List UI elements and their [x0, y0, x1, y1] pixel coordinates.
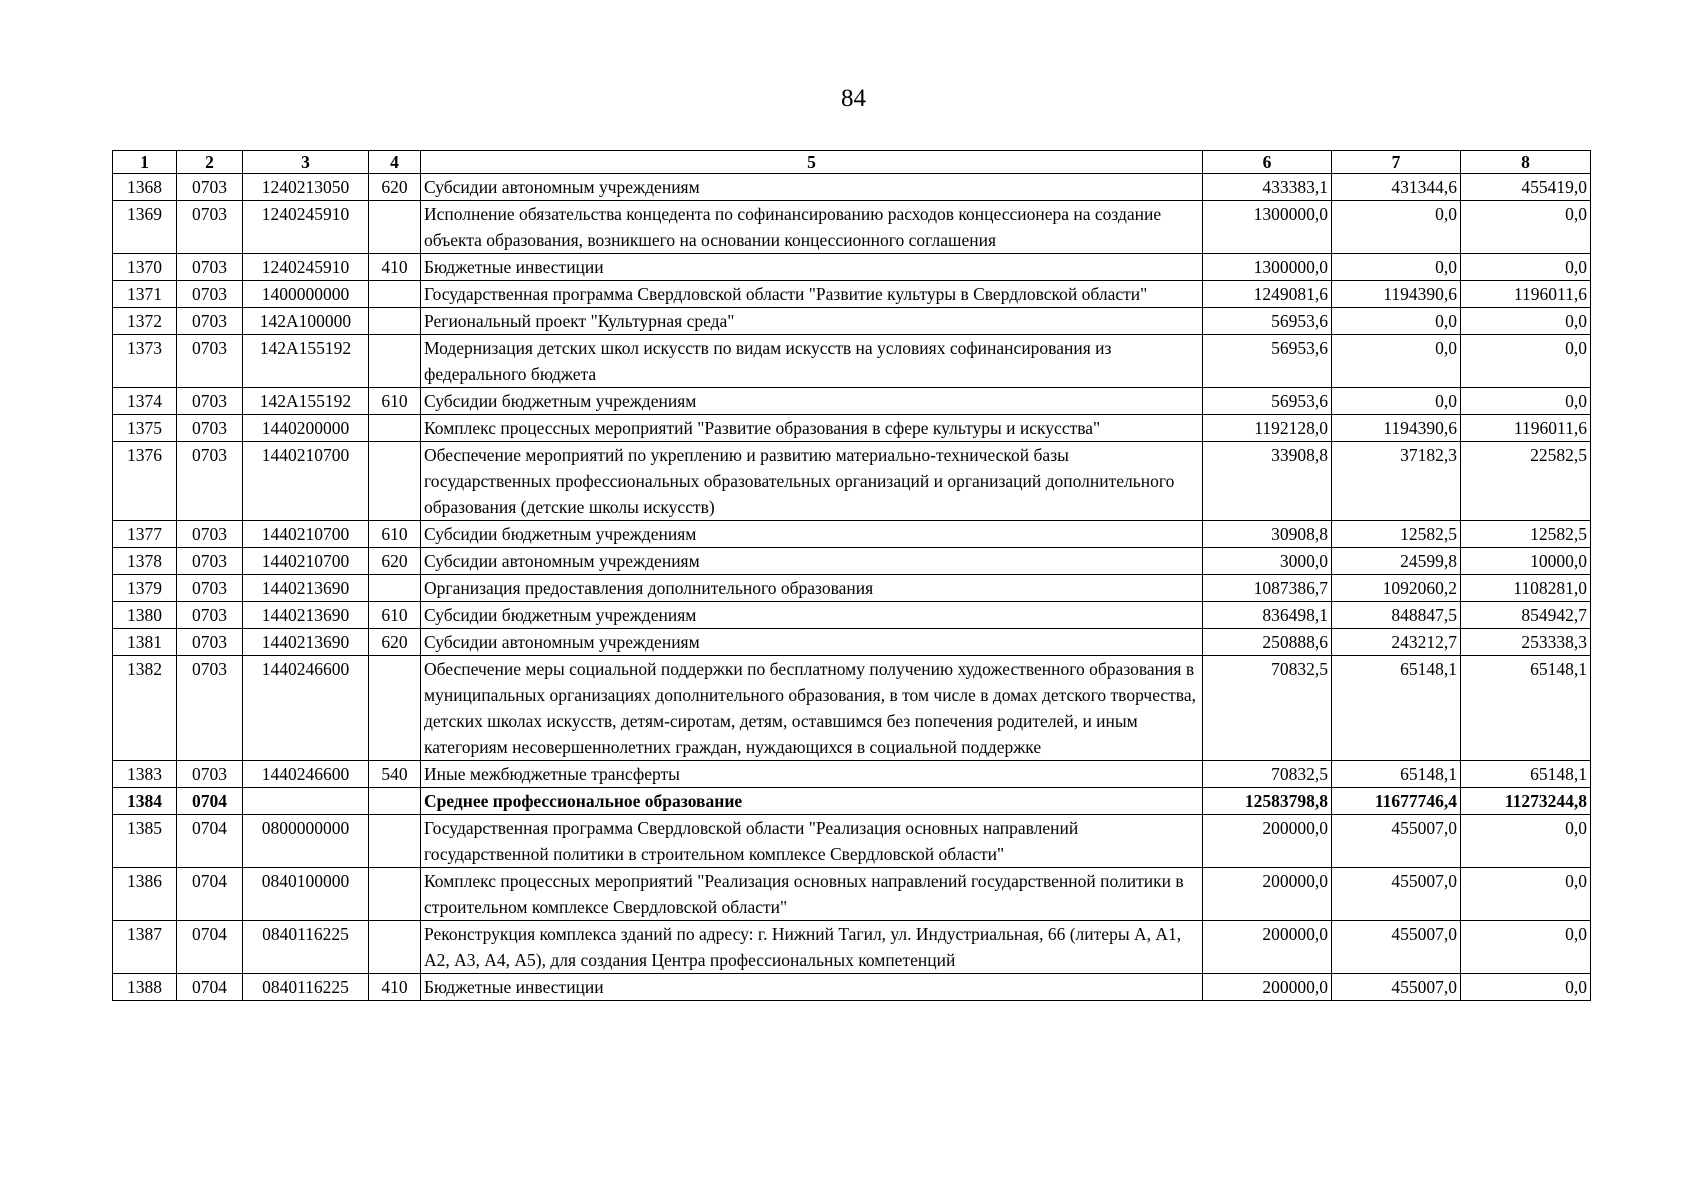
item-name-cell: Субсидии бюджетным учреждениям	[421, 388, 1203, 415]
amount-col6-cell: 836498,1	[1203, 602, 1332, 629]
item-name-cell: Государственная программа Свердловской области "Реализация основных направлений государственной политики в строительном комплексе Свердловской области"	[421, 815, 1203, 868]
target-code-cell: 1440246600	[243, 761, 369, 788]
amount-col7-cell: 24599,8	[1332, 548, 1461, 575]
table-row	[113, 974, 1591, 1001]
item-name-cell: Исполнение обязательства концедента по софинансированию расходов концессионера на создание объекта образования, возникшего на основании концессионного соглашения	[421, 201, 1203, 254]
table-row	[113, 602, 1591, 629]
table-row	[113, 254, 1591, 281]
row-number-cell: 1381	[113, 629, 177, 656]
amount-col6-cell: 70832,5	[1203, 656, 1332, 761]
item-name-cell: Комплекс процессных мероприятий "Реализация основных направлений государственной политики в строительном комплексе Свердловской области"	[421, 868, 1203, 921]
expense-type-cell: 410	[369, 974, 421, 1001]
column-header: 7	[1332, 151, 1461, 174]
column-header: 5	[421, 151, 1203, 174]
section-code-cell: 0703	[177, 388, 243, 415]
amount-col6-cell: 56953,6	[1203, 335, 1332, 388]
item-name-cell: Государственная программа Свердловской области "Развитие культуры в Свердловской области"	[421, 281, 1203, 308]
amount-col8-cell: 1196011,6	[1461, 281, 1591, 308]
page-number: 84	[841, 85, 866, 112]
amount-col8-cell: 65148,1	[1461, 761, 1591, 788]
table-row	[113, 174, 1591, 201]
amount-col8-cell: 0,0	[1461, 254, 1591, 281]
amount-col7-cell: 1092060,2	[1332, 575, 1461, 602]
row-number-cell: 1372	[113, 308, 177, 335]
expense-type-cell: 610	[369, 602, 421, 629]
amount-col8-cell: 12582,5	[1461, 521, 1591, 548]
amount-col7-cell: 455007,0	[1332, 974, 1461, 1001]
amount-col6-cell: 200000,0	[1203, 868, 1332, 921]
item-name-cell: Субсидии бюджетным учреждениям	[421, 521, 1203, 548]
target-code-cell: 1240213050	[243, 174, 369, 201]
table-row	[113, 868, 1591, 921]
amount-col6-cell: 56953,6	[1203, 308, 1332, 335]
row-number-cell: 1374	[113, 388, 177, 415]
section-code-cell: 0703	[177, 415, 243, 442]
expense-type-cell	[369, 788, 421, 815]
target-code-cell	[243, 788, 369, 815]
item-name-cell: Субсидии автономным учреждениям	[421, 548, 1203, 575]
table-row	[113, 521, 1591, 548]
item-name-cell: Организация предоставления дополнительного образования	[421, 575, 1203, 602]
column-header: 6	[1203, 151, 1332, 174]
section-code-cell: 0703	[177, 442, 243, 521]
target-code-cell: 0840100000	[243, 868, 369, 921]
table-row	[113, 815, 1591, 868]
section-code-cell: 0703	[177, 174, 243, 201]
amount-col6-cell: 250888,6	[1203, 629, 1332, 656]
amount-col8-cell: 0,0	[1461, 868, 1591, 921]
amount-col7-cell: 0,0	[1332, 201, 1461, 254]
row-number-cell: 1383	[113, 761, 177, 788]
item-name-cell: Модернизация детских школ искусств по видам искусств на условиях софинансирования из федерального бюджета	[421, 335, 1203, 388]
table-row	[113, 761, 1591, 788]
row-number-cell: 1377	[113, 521, 177, 548]
target-code-cell: 1440213690	[243, 629, 369, 656]
amount-col8-cell: 0,0	[1461, 335, 1591, 388]
item-name-cell: Реконструкция комплекса зданий по адресу: г. Нижний Тагил, ул. Индустриальная, 66 (литеры А, А1, А2, А3, А4, А5), для создания Центра профессиональных компетенций	[421, 921, 1203, 974]
row-number-cell: 1379	[113, 575, 177, 602]
row-number-cell: 1384	[113, 788, 177, 815]
amount-col7-cell: 65148,1	[1332, 761, 1461, 788]
item-name-cell: Субсидии автономным учреждениям	[421, 174, 1203, 201]
amount-col8-cell: 1108281,0	[1461, 575, 1591, 602]
amount-col7-cell: 37182,3	[1332, 442, 1461, 521]
amount-col7-cell: 243212,7	[1332, 629, 1461, 656]
expense-type-cell: 620	[369, 548, 421, 575]
amount-col6-cell: 3000,0	[1203, 548, 1332, 575]
expense-type-cell	[369, 921, 421, 974]
amount-col8-cell: 10000,0	[1461, 548, 1591, 575]
amount-col6-cell: 200000,0	[1203, 974, 1332, 1001]
target-code-cell: 1440210700	[243, 548, 369, 575]
target-code-cell: 1440213690	[243, 575, 369, 602]
table-row	[113, 629, 1591, 656]
section-code-cell: 0703	[177, 761, 243, 788]
target-code-cell: 1240245910	[243, 254, 369, 281]
table-row	[113, 388, 1591, 415]
amount-col6-cell: 1249081,6	[1203, 281, 1332, 308]
section-code-cell: 0703	[177, 602, 243, 629]
amount-col7-cell: 455007,0	[1332, 921, 1461, 974]
section-code-cell: 0703	[177, 335, 243, 388]
amount-col6-cell: 30908,8	[1203, 521, 1332, 548]
amount-col8-cell: 0,0	[1461, 815, 1591, 868]
table-row	[113, 656, 1591, 761]
column-header: 3	[243, 151, 369, 174]
target-code-cell: 1400000000	[243, 281, 369, 308]
amount-col6-cell: 200000,0	[1203, 921, 1332, 974]
table-row	[113, 921, 1591, 974]
amount-col8-cell: 0,0	[1461, 201, 1591, 254]
row-number-cell: 1388	[113, 974, 177, 1001]
target-code-cell: 1440200000	[243, 415, 369, 442]
amount-col7-cell: 0,0	[1332, 308, 1461, 335]
budget-table	[112, 150, 1591, 1001]
item-name-cell: Иные межбюджетные трансферты	[421, 761, 1203, 788]
section-code-cell: 0703	[177, 281, 243, 308]
table-row	[113, 281, 1591, 308]
target-code-cell: 1440213690	[243, 602, 369, 629]
expense-type-cell	[369, 575, 421, 602]
section-code-cell: 0703	[177, 254, 243, 281]
amount-col6-cell: 1300000,0	[1203, 254, 1332, 281]
header-row	[113, 151, 1591, 174]
amount-col7-cell: 431344,6	[1332, 174, 1461, 201]
row-number-cell: 1386	[113, 868, 177, 921]
target-code-cell: 142A100000	[243, 308, 369, 335]
table-row	[113, 575, 1591, 602]
amount-col8-cell: 65148,1	[1461, 656, 1591, 761]
table-row	[113, 308, 1591, 335]
column-header: 2	[177, 151, 243, 174]
amount-col7-cell: 0,0	[1332, 254, 1461, 281]
target-code-cell: 1440246600	[243, 656, 369, 761]
amount-col6-cell: 33908,8	[1203, 442, 1332, 521]
row-number-cell: 1380	[113, 602, 177, 629]
section-code-cell: 0703	[177, 629, 243, 656]
row-number-cell: 1387	[113, 921, 177, 974]
expense-type-cell: 610	[369, 521, 421, 548]
amount-col6-cell: 70832,5	[1203, 761, 1332, 788]
expense-type-cell: 410	[369, 254, 421, 281]
expense-type-cell: 610	[369, 388, 421, 415]
target-code-cell: 1240245910	[243, 201, 369, 254]
amount-col7-cell: 455007,0	[1332, 815, 1461, 868]
row-number-cell: 1382	[113, 656, 177, 761]
section-code-cell: 0704	[177, 868, 243, 921]
amount-col8-cell: 22582,5	[1461, 442, 1591, 521]
amount-col8-cell: 0,0	[1461, 974, 1591, 1001]
amount-col7-cell: 848847,5	[1332, 602, 1461, 629]
amount-col6-cell: 200000,0	[1203, 815, 1332, 868]
expense-type-cell	[369, 335, 421, 388]
table-row	[113, 788, 1591, 815]
amount-col8-cell: 0,0	[1461, 308, 1591, 335]
row-number-cell: 1369	[113, 201, 177, 254]
item-name-cell: Региональный проект "Культурная среда"	[421, 308, 1203, 335]
section-code-cell: 0704	[177, 788, 243, 815]
table-row	[113, 335, 1591, 388]
amount-col7-cell: 0,0	[1332, 335, 1461, 388]
amount-col7-cell: 0,0	[1332, 388, 1461, 415]
amount-col6-cell: 1300000,0	[1203, 201, 1332, 254]
expense-type-cell	[369, 281, 421, 308]
section-code-cell: 0703	[177, 521, 243, 548]
item-name-cell: Субсидии бюджетным учреждениям	[421, 602, 1203, 629]
table-row	[113, 201, 1591, 254]
target-code-cell: 1440210700	[243, 521, 369, 548]
amount-col7-cell: 11677746,4	[1332, 788, 1461, 815]
amount-col7-cell: 1194390,6	[1332, 281, 1461, 308]
amount-col8-cell: 0,0	[1461, 388, 1591, 415]
section-code-cell: 0704	[177, 815, 243, 868]
table-body	[113, 174, 1591, 1001]
item-name-cell: Обеспечение мероприятий по укреплению и развитию материально-технической базы государственных профессиональных образовательных организаций и организаций дополнительного образования (детские школы искусств)	[421, 442, 1203, 521]
expense-type-cell: 540	[369, 761, 421, 788]
amount-col6-cell: 56953,6	[1203, 388, 1332, 415]
amount-col7-cell: 455007,0	[1332, 868, 1461, 921]
row-number-cell: 1371	[113, 281, 177, 308]
row-number-cell: 1376	[113, 442, 177, 521]
amount-col8-cell: 1196011,6	[1461, 415, 1591, 442]
item-name-cell: Субсидии автономным учреждениям	[421, 629, 1203, 656]
amount-col8-cell: 455419,0	[1461, 174, 1591, 201]
row-number-cell: 1378	[113, 548, 177, 575]
section-code-cell: 0703	[177, 575, 243, 602]
item-name-cell: Бюджетные инвестиции	[421, 254, 1203, 281]
section-code-cell: 0703	[177, 548, 243, 575]
amount-col7-cell: 65148,1	[1332, 656, 1461, 761]
row-number-cell: 1373	[113, 335, 177, 388]
amount-col6-cell: 12583798,8	[1203, 788, 1332, 815]
amount-col8-cell: 0,0	[1461, 921, 1591, 974]
section-code-cell: 0703	[177, 656, 243, 761]
expense-type-cell	[369, 308, 421, 335]
item-name-cell: Обеспечение меры социальной поддержки по бесплатному получению художественного образования в муниципальных организациях дополнительного образования, в том числе в домах детского творчества, детских школах искусств, детям-сиротам, детям, оставшимся без попечения родителей, и иным категориям несовершеннолетних граждан, нуждающихся в социальной поддержке	[421, 656, 1203, 761]
table-row	[113, 442, 1591, 521]
amount-col7-cell: 1194390,6	[1332, 415, 1461, 442]
target-code-cell: 142A155192	[243, 388, 369, 415]
row-number-cell: 1368	[113, 174, 177, 201]
item-name-cell: Комплекс процессных мероприятий "Развитие образования в сфере культуры и искусства"	[421, 415, 1203, 442]
expense-type-cell	[369, 868, 421, 921]
amount-col6-cell: 433383,1	[1203, 174, 1332, 201]
target-code-cell: 142A155192	[243, 335, 369, 388]
amount-col8-cell: 11273244,8	[1461, 788, 1591, 815]
target-code-cell: 0800000000	[243, 815, 369, 868]
expense-type-cell	[369, 415, 421, 442]
amount-col8-cell: 253338,3	[1461, 629, 1591, 656]
section-code-cell: 0704	[177, 921, 243, 974]
amount-col6-cell: 1192128,0	[1203, 415, 1332, 442]
amount-col6-cell: 1087386,7	[1203, 575, 1332, 602]
target-code-cell: 1440210700	[243, 442, 369, 521]
section-code-cell: 0704	[177, 974, 243, 1001]
expense-type-cell: 620	[369, 174, 421, 201]
column-header: 4	[369, 151, 421, 174]
expense-type-cell	[369, 815, 421, 868]
item-name-cell: Среднее профессиональное образование	[421, 788, 1203, 815]
row-number-cell: 1385	[113, 815, 177, 868]
table-row	[113, 415, 1591, 442]
expense-type-cell	[369, 201, 421, 254]
section-code-cell: 0703	[177, 308, 243, 335]
row-number-cell: 1370	[113, 254, 177, 281]
target-code-cell: 0840116225	[243, 921, 369, 974]
amount-col7-cell: 12582,5	[1332, 521, 1461, 548]
item-name-cell: Бюджетные инвестиции	[421, 974, 1203, 1001]
expense-type-cell	[369, 656, 421, 761]
amount-col8-cell: 854942,7	[1461, 602, 1591, 629]
column-header: 8	[1461, 151, 1591, 174]
target-code-cell: 0840116225	[243, 974, 369, 1001]
column-header: 1	[113, 151, 177, 174]
expense-type-cell	[369, 442, 421, 521]
expense-type-cell: 620	[369, 629, 421, 656]
section-code-cell: 0703	[177, 201, 243, 254]
table-row	[113, 548, 1591, 575]
row-number-cell: 1375	[113, 415, 177, 442]
